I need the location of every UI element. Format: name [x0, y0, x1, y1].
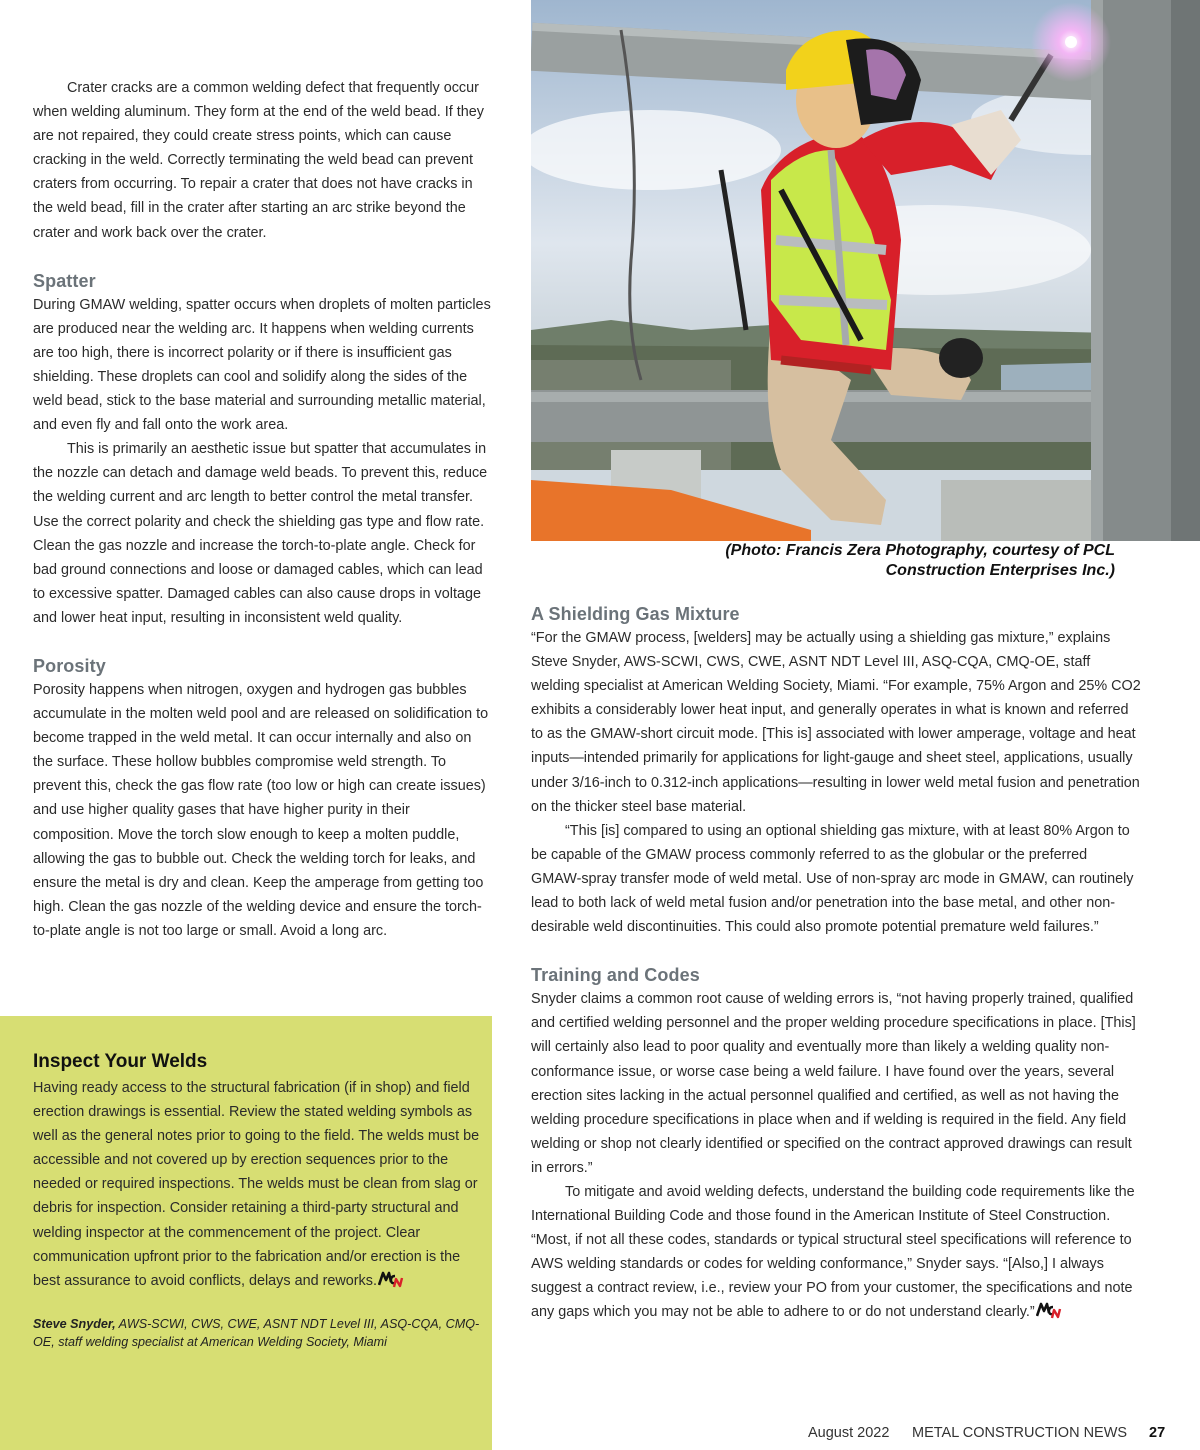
shielding-paragraph-1: “For the GMAW process, [welders] may be actually using a shielding gas mixture,” explains Steve Snyder, AWS-SCWI, CWS, CWE, ASNT NDT Level III, ASQ-CQA, CMQ-OE, staff welding specialist at American Welding Society, Miami. “For example, 75% Argon and 25% CO2 exhibits a considerably lower heat input, and generally operates in what is known and referred to as the GMAW-short circuit mode. [This is] associated with lower amperage, voltage and heat inputs—intended primarily for applications for light-gauge and sheet steel, applications, usually under 3/16-inch to 0.312-inch applications—resulting in lower weld metal fusion and penetration on the thicker steel base material.	[531, 630, 1141, 815]
right-column	[531, 602, 1141, 1325]
training-paragraph-2	[531, 1180, 1141, 1325]
mcn-logo-icon	[378, 1270, 404, 1288]
footer-publication: METAL CONSTRUCTION NEWS	[912, 1425, 1128, 1441]
sidebar-body	[33, 1076, 483, 1293]
author-title: AWS-SCWI, CWS, CWE, ASNT NDT Level III, ASQ-CQA, CMQ-OE, staff welding specialist at American Welding Society, Miami	[33, 1316, 480, 1349]
sidebar-body-text: Having ready access to the structural fabrication (if in shop) and field erection drawings is essential. Review the stated welding symbols as well as the general notes prior to going to the field. The welds must be accessible and not covered up by erection sequences prior to the needed or required inspections. The welds must be clean from slag or debris for inspection. Consider retaining a third-party structural and welding inspector at the commencement of the project. Clear communication upfront prior to the fabrication and/or erection is the best assurance to avoid conflicts, delays and reworks.	[33, 1080, 480, 1289]
shielding-heading: A Shielding Gas Mixture	[531, 604, 740, 624]
welder-photo	[531, 0, 1200, 541]
spatter-heading: Spatter	[33, 270, 96, 291]
photo-caption: (Photo: Francis Zera Photography, courtesy of PCL Construction Enterprises Inc.)	[725, 542, 1115, 579]
training-paragraph-2-text: To mitigate and avoid welding defects, understand the building code requirements like the International Building Code and those found in the American Institute of Steel Construction. “Most, if not all these codes, standards or typical structural steel specifications will reference to AWS welding standards or codes for welding conformance,” Snyder says. “[Also,] I always suggest a contract review, i.e., review your PO from your customer, the specifications and note any gaps which you may not be able to adhere to or do not understand clearly.”	[531, 1183, 1135, 1321]
sidebar-heading: Inspect Your Welds	[33, 1051, 208, 1072]
page-footer	[808, 1425, 1168, 1445]
porosity-paragraph: Porosity happens when nitrogen, oxygen and hydrogen gas bubbles accumulate in the molten weld pool and are released on solidification to become trapped in the weld metal. It can occur internally and also on the surface. These hollow bubbles compromise weld strength. To prevent this, check the gas flow rate (too low or high can create issues) and use higher quality gases that have higher purity in their composition. Move the torch slow enough to keep a molten puddle, allowing the gas to bubble out. Check the welding torch for leaks, and ensure the metal is dry and clean. Keep the amperage from getting too high. Clean the gas nozzle of the welding device and ensure the torch-to-plate angle is not too large or small. Avoid a long arc.	[33, 681, 489, 939]
training-paragraph-1: Snyder claims a common root cause of welding errors is, “not having properly trained, qualified and certified welding personnel and the proper welding procedure specifications in place. [This] will certainly also lead to poor quality and eventually more than likely a welding quality non-conformance issue, or worse case being a weld failure. I have found over the years, several erection sites lacking in the actual personnel qualified and certified, as well as not having the welding procedure specifications in place when and if welding is required in the field. Any field welding or shop not clearly identified or specified on the contract approved drawings can result in errors.”	[531, 991, 1136, 1176]
spatter-paragraph-2: This is primarily an aesthetic issue but spatter that accumulates in the nozzle can detach and damage weld beads. To prevent this, reduce the welding current and arc length to better control the metal transfer. Use the correct polarity and check the shielding gas type and flow rate. Clean the gas nozzle and increase the torch-to-plate angle. Check for bad ground connections and loose or damaged cables, which can lead to excessive spatter. Damaged cables can also cause drops in voltage and lower heat input, resulting in inconsistent weld quality.	[33, 441, 488, 626]
left-column	[33, 76, 493, 943]
porosity-heading: Porosity	[33, 655, 106, 676]
welder-illustration	[531, 0, 1200, 541]
spatter-paragraph-1: During GMAW welding, spatter occurs when droplets of molten particles are produced near the welding arc. It happens when welding currents are too high, there is incorrect polarity or if there is insufficient gas shielding. These droplets can cool and solidify along the sides of the weld bead, stick to the base material and surrounding metallic material, and even fly and fall onto the work area.	[33, 296, 491, 434]
mcn-logo-icon	[1036, 1301, 1062, 1319]
shielding-paragraph-2: “This [is] compared to using an optional shielding gas mixture, with at least 80% Argon to be capable of the GMAW process commonly referred to as the globular or the preferred GMAW-spray transfer mode of weld metal. Use of non-spray arc mode in GMAW, can routinely lead to both lack of weld metal fusion and/or penetration into the base metal, and other non-desirable weld discontinuities. This could also promote potential premature weld failures.”	[531, 822, 1134, 936]
footer-page-number: 27	[1149, 1425, 1166, 1441]
crater-paragraph: Crater cracks are a common welding defect that frequently occur when welding aluminum. They form at the end of the weld bead. If they are not repaired, they could create stress points, which can cause cracking in the weld. Correctly terminating the weld bead can prevent craters from occurring. To repair a crater that does not have cracks in the weld bead, fill in the crater after starting an arc strike beyond the crater and work back over the crater.	[33, 80, 484, 241]
training-heading: Training and Codes	[531, 965, 700, 986]
author-bio	[33, 1315, 483, 1351]
inspect-welds-sidebar	[0, 1016, 492, 1450]
author-name: Steve Snyder,	[33, 1316, 116, 1331]
footer-date: August 2022	[808, 1425, 890, 1441]
